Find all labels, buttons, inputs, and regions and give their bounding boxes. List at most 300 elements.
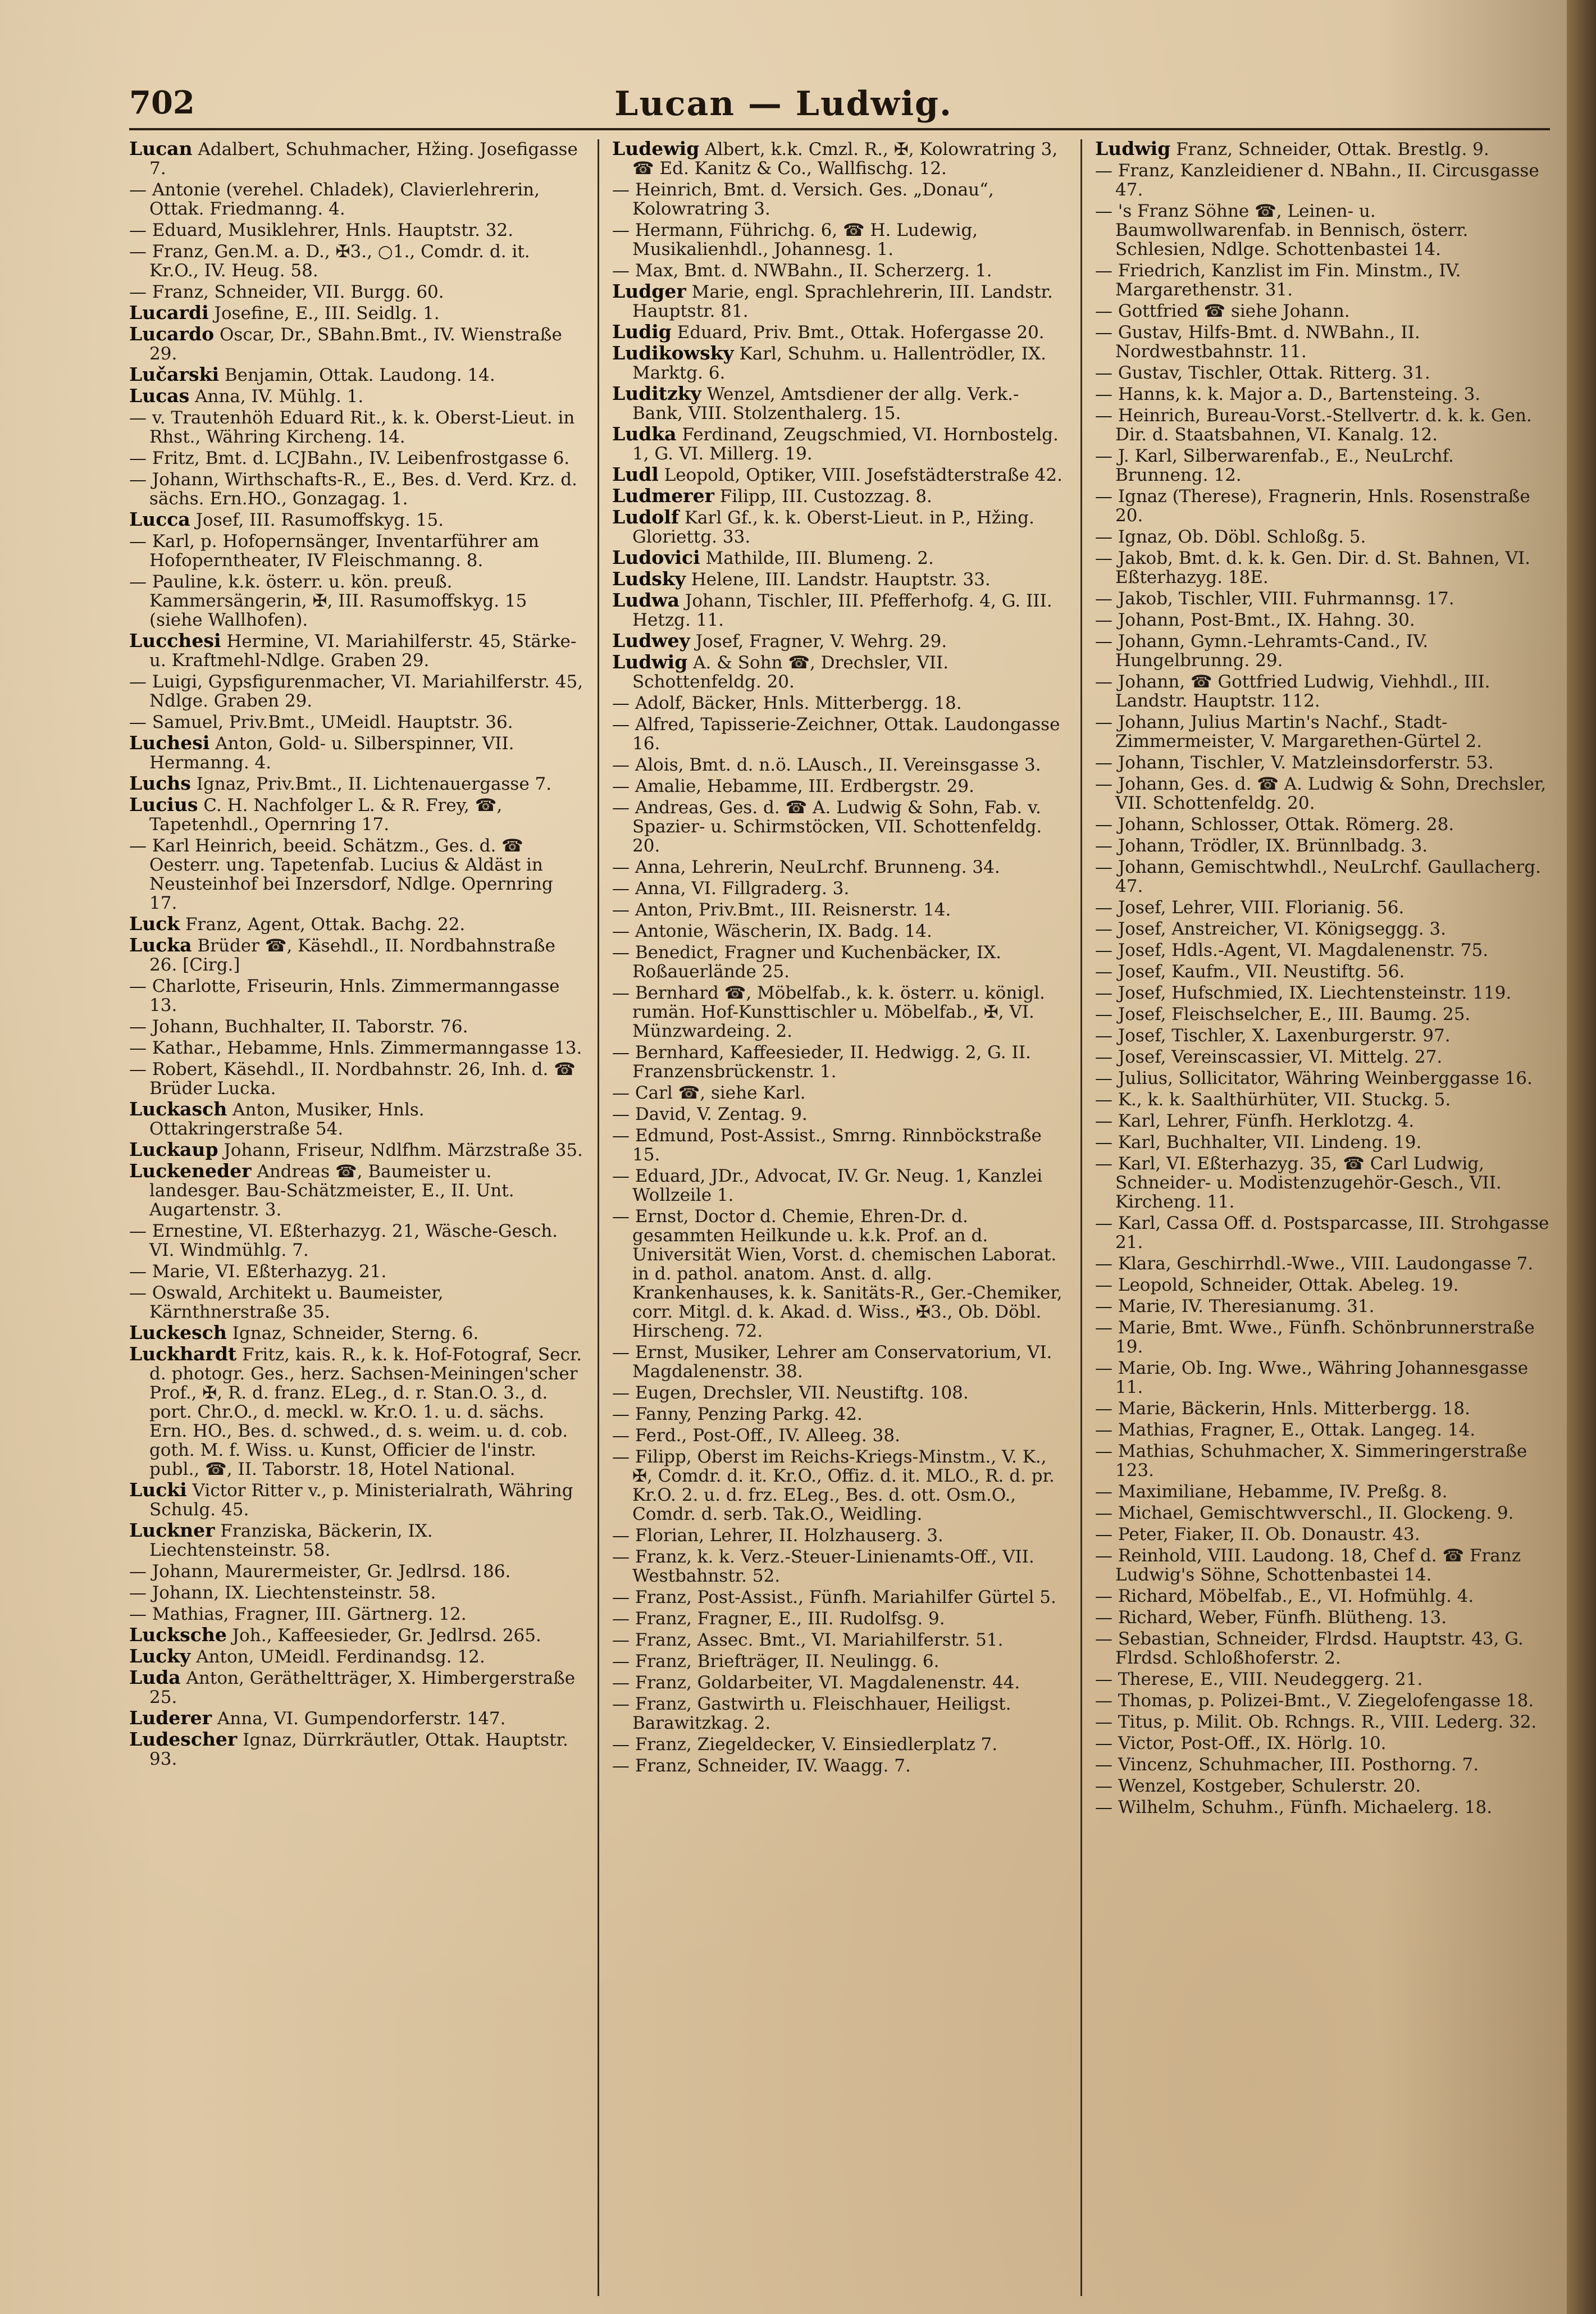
entry-text: — Marie, IV. Theresianumg. 31. [1095, 1296, 1375, 1317]
directory-entry [612, 1383, 1067, 1402]
entry-surname: Ludewig [612, 139, 700, 160]
directory-entry [612, 180, 1067, 218]
entry-surname: Luckner [129, 1519, 215, 1541]
directory-entry [1095, 301, 1550, 321]
directory-entry [612, 1609, 1067, 1628]
entry-surname: Luchs [129, 772, 191, 794]
entry-text: Victor Ritter v., p. Ministerialrath, Währing Schulg. 45. [149, 1481, 573, 1520]
entry-text: Marie, engl. Sprachlehrerin, III. Landstr. Hauptstr. 81. [632, 282, 1053, 321]
entry-text: — Bernhard, Kaffeesieder, II. Hedwigg. 2, G. II. Franzensbrückenstr. 1. [612, 1042, 1031, 1082]
directory-entry [1095, 1132, 1550, 1152]
column-divider [598, 139, 599, 2296]
directory-entry [612, 508, 1067, 546]
entry-text: — Johann, Julius Martin's Nachf., Stadt-Zimmermeister, V. Margarethen-Gürtel 2. [1095, 712, 1483, 751]
directory-entry [129, 365, 584, 385]
entry-text: — Hermann, Führichg. 6, ☎ H. Ludewig, Musikalienhdl., Johannesg. 1. [612, 220, 978, 259]
directory-entry [1095, 836, 1550, 855]
directory-entry [1095, 712, 1550, 751]
entry-surname: Ludwey [612, 630, 690, 652]
directory-entry [129, 1647, 584, 1666]
directory-entry [612, 1547, 1067, 1586]
entry-text: Andreas ☎, Baumeister u. landesger. Bau-Schätzmeister, E., II. Unt. Augartenstr. 3. [149, 1161, 514, 1220]
entry-text: — Heinrich, Bmt. d. Versich. Ges. „Donau“, Kolowratring 3. [612, 180, 994, 219]
entry-text: — Johann, Gemischtwhdl., NeuLrchf. Gaullacherg. 47. [1095, 857, 1541, 896]
entry-text: — Franz, Schneider, VII. Burgg. 60. [129, 282, 444, 302]
entry-text: — Wenzel, Kostgeber, Schulerstr. 20. [1095, 1776, 1421, 1796]
entry-surname: Lucius [129, 794, 198, 816]
entry-text: — Johann, Wirthschafts-R., E., Bes. d. Verd. Krz. d. sächs. Ern.HO., Gonzagag. 1. [129, 470, 577, 509]
directory-entry [612, 921, 1067, 941]
entry-text: Brüder ☎, Käsehdl., II. Nordbahnstraße 26. [Cirg.] [149, 936, 555, 975]
entry-text: — Antonie, Wäscherin, IX. Badg. 14. [612, 921, 932, 941]
directory-entry [612, 1756, 1067, 1775]
entry-text: — Marie, Bmt. Wwe., Fünfh. Schönbrunnerstraße 19. [1095, 1318, 1535, 1357]
entry-surname: Ludwa [612, 589, 680, 611]
directory-entry [612, 878, 1067, 898]
entry-text: — Josef, Lehrer, VIII. Florianig. 56. [1095, 898, 1405, 918]
directory-entry [612, 548, 1067, 568]
entry-text: — Samuel, Priv.Bmt., UMeidl. Hauptstr. 36. [129, 712, 513, 732]
entry-text: — Franz, Post-Assist., Fünfh. Mariahilfer Gürtel 5. [612, 1587, 1056, 1607]
directory-entry [129, 795, 584, 834]
directory-entry [129, 1059, 584, 1098]
directory-entry [1095, 322, 1550, 361]
entry-text: — Bernhard ☎, Möbelfab., k. k. österr. u. königl. rumän. Hof-Kunsttischler u. Möbelfab., ✠, VI. Münzwardeing. 2. [612, 983, 1045, 1041]
entry-surname: Luda [129, 1666, 181, 1688]
entry-text: — Johann, ☎ Gottfried Ludwig, Viehhdl., III. Landstr. Hauptstr. 112. [1095, 672, 1490, 711]
entry-text: — Heinrich, Bureau-Vorst.-Stellvertr. d. k. k. Gen. Dir. d. Staatsbahnen, VI. Kanalg. 12. [1095, 406, 1532, 445]
directory-entry [612, 900, 1067, 919]
entry-text: — Benedict, Fragner und Kuchenbäcker, IX. Roßauerlände 25. [612, 942, 1002, 982]
directory-entry [129, 242, 584, 280]
entry-text: Johann, Friseur, Ndlfhm. Märzstraße 35. [218, 1140, 583, 1160]
directory-entry [129, 712, 584, 732]
directory-entry [1095, 1004, 1550, 1024]
entry-text: — Julius, Sollicitator, Währing Weinberggasse 16. [1095, 1068, 1533, 1088]
directory-entry [129, 672, 584, 710]
column-3 [1095, 139, 1550, 2296]
directory-entry [129, 1668, 584, 1707]
entry-text: — Ernst, Musiker, Lehrer am Conservatorium, VI. Magdalenenstr. 38. [612, 1342, 1052, 1382]
entry-text: — Oswald, Architekt u. Baumeister, Kärnthnerstraße 35. [129, 1283, 444, 1322]
directory-entry [612, 1673, 1067, 1692]
directory-entry [129, 1221, 584, 1260]
entry-text: — v. Trautenhöh Eduard Rit., k. k. Oberst-Lieut. in Rhst., Währing Kircheng. 14. [129, 408, 575, 447]
directory-entry [1095, 940, 1550, 960]
entry-text: — Mathias, Schuhmacher, X. Simmeringerstraße 123. [1095, 1441, 1527, 1481]
directory-entry [1095, 1275, 1550, 1295]
entry-text: — Karl, VI. Eßterhazyg. 35, ☎ Carl Ludwig, Schneider- u. Modistenzugehör-Gesch., VII. Kircheng. 11. [1095, 1154, 1502, 1212]
entry-text: — Franz, Gastwirth u. Fleischhauer, Heiligst. Barawitzkag. 2. [612, 1694, 1011, 1733]
directory-entry [612, 631, 1067, 651]
entry-text: — Richard, Weber, Fünfh. Blütheng. 13. [1095, 1607, 1447, 1628]
directory-entry [1095, 1776, 1550, 1796]
page-edge [1567, 0, 1596, 2314]
directory-entry [1095, 1358, 1550, 1397]
directory-entry [129, 448, 584, 468]
entry-text: — Franz, k. k. Verz.-Steuer-Linienamts-Off., VII. Westbahnstr. 52. [612, 1547, 1034, 1586]
entry-text: Leopold, Optiker, VIII. Josefstädterstraße 42. [658, 465, 1063, 485]
directory-entry [612, 322, 1067, 342]
entry-text: — Franz, Gen.M. a. D., ✠3., ○1., Comdr. d. it. Kr.O., IV. Heug. 58. [129, 242, 530, 281]
directory-entry [1095, 1733, 1550, 1753]
entry-text: Anton, Gerätheltträger, X. Himbergerstraße 25. [149, 1668, 576, 1707]
entry-text: — Andreas, Ges. d. ☎ A. Ludwig & Sohn, Fab. v. Spazier- u. Schirmstöcken, VII. Schottenfeldg. 20. [612, 798, 1042, 856]
entry-text: Karl, Schuhm. u. Hallentrödler, IX. Marktg. 6. [632, 344, 1046, 383]
directory-entry [129, 1583, 584, 1602]
entry-text: — Alois, Bmt. d. n.ö. LAusch., II. Vereinsgasse 3. [612, 755, 1041, 775]
directory-entry [1095, 527, 1550, 546]
entry-text: Albert, k.k. Cmzl. R., ✠, Kolowratring 3, ☎ Ed. Kanitz & Co., Wallfischg. 12. [632, 139, 1058, 179]
directory-entry [129, 1481, 584, 1519]
directory-entry [1095, 161, 1550, 199]
directory-entry [612, 1404, 1067, 1424]
entry-text: Anton, UMeidl. Ferdinandsg. 12. [190, 1647, 485, 1667]
entry-text: Fritz, kais. R., k. k. Hof-Fotograf, Secr. d. photogr. Ges., herz. Sachsen-Meiningen'scher Prof., ✠, R. d. franz. ELeg., d. r. Stan.O. 3., d. port. Chr.O., d. meckl. w. Kr.O. 1. u. d. sächs. Ern. HO., Bes. d. schwed., d. s. weim. u. d. cob. goth. M. f. Wiss. u. Kunst, Officier de l'instr. publ., ☎, II. Taborstr. 18, Hotel National. [149, 1345, 582, 1479]
directory-entry [1095, 962, 1550, 981]
entry-surname: Ludwig [1095, 139, 1171, 160]
entry-surname: Luditzky [612, 382, 701, 404]
entry-text: Helene, III. Landstr. Hauptstr. 33. [685, 570, 991, 590]
directory-entry [612, 591, 1067, 630]
entry-text: — 's Franz Söhne ☎, Leinen- u. Baumwollwarenfab. in Bennisch, österr. Schlesien, Ndlge. Schottenbastei 14. [1095, 201, 1469, 259]
entry-text: — Sebastian, Schneider, Flrdsd. Hauptstr. 43, G. Flrdsd. Schloßhoferstr. 2. [1095, 1629, 1524, 1668]
directory-entry [1095, 774, 1550, 813]
entry-text: — Hanns, k. k. Major a. D., Bartensteing. 3. [1095, 384, 1481, 404]
entry-surname: Lucca [129, 508, 190, 530]
directory-entry [129, 1604, 584, 1624]
entry-text: — Florian, Lehrer, II. Holzhauserg. 3. [612, 1525, 943, 1546]
directory-entry [1095, 1712, 1550, 1732]
column-divider [1080, 139, 1082, 2296]
directory-columns [129, 139, 1550, 2296]
directory-entry [129, 139, 584, 178]
column-1 [129, 139, 584, 2296]
entry-text: — Franz, Briefträger, II. Neulingg. 6. [612, 1651, 940, 1671]
entry-text: — Josef, Hdls.-Agent, VI. Magdalenenstr. 75. [1095, 940, 1489, 960]
directory-entry [1095, 1154, 1550, 1211]
entry-text: — Leopold, Schneider, Ottak. Abeleg. 19. [1095, 1275, 1459, 1295]
directory-entry [129, 836, 584, 913]
entry-surname: Luckeneder [129, 1160, 252, 1182]
entry-text: — Charlotte, Friseurin, Hnls. Zimmermanngasse 13. [129, 976, 560, 1015]
directory-entry [612, 1447, 1067, 1524]
directory-entry [129, 976, 584, 1015]
entry-text: Franziska, Bäckerin, IX. Liechtensteinstr. 58. [149, 1521, 433, 1560]
entry-text: Adalbert, Schuhmacher, Hžing. Josefigasse 7. [149, 139, 578, 179]
entry-text: Anna, IV. Mühlg. 1. [189, 386, 364, 407]
directory-entry [1095, 753, 1550, 772]
directory-entry [1095, 1026, 1550, 1045]
entry-text: — David, V. Zentag. 9. [612, 1104, 808, 1124]
directory-entry [129, 470, 584, 508]
entry-text: — Franz, Fragner, E., III. Rudolfsg. 9. [612, 1609, 945, 1629]
directory-entry [129, 510, 584, 530]
entry-surname: Luckhardt [129, 1343, 237, 1365]
entry-text: — Thomas, p. Polizei-Bmt., V. Ziegelofengasse 18. [1095, 1691, 1534, 1711]
directory-entry [612, 1694, 1067, 1733]
directory-entry [129, 1323, 584, 1343]
entry-text: — Franz, Schneider, IV. Waagg. 7. [612, 1756, 911, 1776]
directory-entry [612, 1342, 1067, 1381]
directory-entry [1095, 1441, 1550, 1480]
entry-surname: Ludl [612, 463, 659, 485]
directory-entry [1095, 1068, 1550, 1088]
directory-entry [1095, 983, 1550, 1003]
entry-text: Ignaz, Schneider, Sterng. 6. [226, 1323, 479, 1343]
directory-entry [129, 1730, 584, 1769]
entry-surname: Ludikowsky [612, 342, 734, 364]
directory-entry [612, 1126, 1067, 1164]
directory-entry [1095, 1797, 1550, 1817]
entry-text: — Gustav, Tischler, Ottak. Ritterg. 31. [1095, 363, 1430, 383]
directory-entry [612, 1083, 1067, 1103]
entry-surname: Ludsky [612, 568, 686, 590]
directory-entry [612, 1651, 1067, 1671]
directory-entry [612, 261, 1067, 280]
directory-entry [129, 282, 584, 302]
entry-text: — Luigi, Gypsfigurenmacher, VI. Mariahilferstr. 45, Ndlge. Graben 29. [129, 672, 583, 711]
directory-entry [1095, 672, 1550, 710]
entry-text: — Franz, Assec. Bmt., VI. Mariahilferstr. 51. [612, 1630, 1004, 1650]
directory-entry [1095, 1111, 1550, 1131]
directory-entry [612, 857, 1067, 877]
directory-entry [1095, 1254, 1550, 1273]
directory-entry [612, 344, 1067, 382]
directory-entry [129, 1017, 584, 1036]
directory-entry [1095, 201, 1550, 259]
entry-text: — Ferd., Post-Off., IV. Alleeg. 38. [612, 1425, 900, 1446]
directory-entry [1095, 1669, 1550, 1689]
entry-text: — Johann, Post-Bmt., IX. Hahng. 30. [1095, 610, 1415, 630]
directory-entry [612, 798, 1067, 855]
entry-text: — Wilhelm, Schuhm., Fünfh. Michaelerg. 18. [1095, 1797, 1493, 1818]
entry-text: — Vincenz, Schuhmacher, III. Posthorng. 7. [1095, 1755, 1479, 1775]
entry-text: — Antonie (verehel. Chladek), Clavierlehrerin, Ottak. Friedmanng. 4. [129, 180, 540, 219]
entry-text: — Friedrich, Kanzlist im Fin. Minstm., IV. Margarethenstr. 31. [1095, 261, 1461, 300]
entry-surname: Ludka [612, 423, 677, 445]
entry-text: A. & Sohn ☎, Drechsler, VII. Schottenfeldg. 20. [632, 653, 949, 692]
entry-surname: Lucas [129, 385, 190, 407]
entry-surname: Luchesi [129, 732, 210, 754]
entry-text: — Josef, Anstreicher, VI. Königseggg. 3. [1095, 919, 1446, 939]
entry-surname: Lucky [129, 1645, 191, 1667]
entry-text: — Anton, Priv.Bmt., III. Reisnerstr. 14. [612, 900, 951, 920]
entry-text: Josefine, E., III. Seidlg. 1. [208, 303, 440, 324]
entry-text: Franz, Agent, Ottak. Bachg. 22. [180, 914, 466, 935]
entry-text: Franz, Schneider, Ottak. Brestlg. 9. [1170, 139, 1489, 160]
directory-entry [129, 386, 584, 406]
entry-surname: Ludwig [612, 651, 688, 673]
entry-text: — Michael, Gemischtwverschl., II. Glockeng. 9. [1095, 1503, 1514, 1523]
entry-surname: Lucki [129, 1479, 187, 1501]
directory-entry [1095, 363, 1550, 382]
directory-entry [1095, 919, 1550, 939]
directory-entry [1095, 1607, 1550, 1627]
directory-entry [612, 653, 1067, 691]
entry-text: Ignaz, Dürrkräutler, Ottak. Hauptstr. 93. [149, 1730, 568, 1769]
directory-entry [612, 1206, 1067, 1341]
directory-entry [1095, 1399, 1550, 1418]
directory-entry [129, 325, 584, 363]
directory-entry [129, 1038, 584, 1058]
entry-surname: Luck [129, 913, 180, 935]
directory-entry [129, 1345, 584, 1479]
directory-entry [612, 1166, 1067, 1205]
entry-text: — Marie, Bäckerin, Hnls. Mitterbergg. 18. [1095, 1399, 1470, 1419]
entry-surname: Lucan [129, 139, 193, 160]
directory-entry [1095, 1755, 1550, 1774]
entry-text: Josef, III. Rasumoffskyg. 15. [190, 510, 444, 530]
entry-text: Joh., Kaffeesieder, Gr. Jedlrsd. 265. [226, 1625, 541, 1646]
directory-entry [612, 1104, 1067, 1124]
entry-text: — Adolf, Bäcker, Hnls. Mitterbergg. 18. [612, 693, 962, 713]
directory-entry [1095, 1296, 1550, 1316]
entry-text: — Reinhold, VIII. Laudong. 18, Chef d. ☎ Franz Ludwig's Söhne, Schottenbastei 14. [1095, 1546, 1521, 1585]
directory-entry [612, 139, 1067, 178]
running-head-title: Lucan — Ludwig. [614, 84, 952, 124]
entry-text: Ignaz, Priv.Bmt., II. Lichtenauergasse 7. [190, 774, 552, 794]
directory-entry [1095, 1047, 1550, 1067]
directory-entry [612, 1525, 1067, 1545]
directory-entry [1095, 1213, 1550, 1252]
entry-text: C. H. Nachfolger L. & R. Frey, ☎, Tapetenhdl., Opernring 17. [149, 795, 503, 835]
entry-text: — Josef, Vereinscassier, VI. Mittelg. 27. [1095, 1047, 1443, 1067]
directory-entry [1095, 631, 1550, 670]
entry-text: — Titus, p. Milit. Ob. Rchngs. R., VIII. Lederg. 32. [1095, 1712, 1537, 1732]
entry-text: — Ignaz, Ob. Döbl. Schloßg. 5. [1095, 527, 1366, 547]
directory-entry [129, 220, 584, 240]
entry-text: — Josef, Hufschmied, IX. Liechtensteinstr. 119. [1095, 983, 1512, 1003]
entry-text: — Marie, VI. Eßterhazyg. 21. [129, 1261, 387, 1282]
directory-entry [612, 983, 1067, 1041]
entry-text: — Franz, Ziegeldecker, V. Einsiedlerplatz 7. [612, 1734, 998, 1755]
entry-text: — Mathias, Fragner, E., Ottak. Langeg. 14. [1095, 1420, 1476, 1440]
directory-entry [1095, 1503, 1550, 1523]
entry-text: — Gustav, Hilfs-Bmt. d. NWBahn., II. Nordwestbahnstr. 11. [1095, 322, 1420, 362]
entry-surname: Lucardo [129, 323, 215, 345]
directory-entry [612, 693, 1067, 713]
directory-entry [1095, 384, 1550, 404]
entry-text: Oscar, Dr., SBahn.Bmt., IV. Wienstraße 29. [149, 325, 562, 364]
entry-surname: Ludger [612, 280, 686, 302]
entry-surname: Ludescher [129, 1728, 238, 1750]
header-rule [129, 128, 1550, 130]
entry-text: — Johann, Gymn.-Lehramts-Cand., IV. Hungelbrunng. 29. [1095, 631, 1429, 671]
entry-text: Filipp, III. Custozzag. 8. [714, 486, 932, 507]
directory-entry [1095, 589, 1550, 608]
entry-text: — Ernst, Doctor d. Chemie, Ehren-Dr. d. gesammten Heilkunde u. k.k. Prof. an d. Universität Wien, Vorst. d. chemischen Laborat. in d. pathol. anatom. Anst. d. allg. Krankenhauses, k. k. Sanitäts-R., Ger.-Chemiker, corr. Mitgl. d. k. Akad. d. Wiss., ✠3., Ob. Döbl. Hirscheng. 72. [612, 1206, 1063, 1341]
entry-surname: Lucka [129, 934, 192, 956]
directory-entry [1095, 857, 1550, 896]
entry-text: — Jakob, Bmt. d. k. k. Gen. Dir. d. St. Bahnen, VI. Eßterhazyg. 18E. [1095, 548, 1530, 587]
directory-entry [612, 486, 1067, 506]
directory-entry [129, 1140, 584, 1160]
entry-text: — Victor, Post-Off., IX. Hörlg. 10. [1095, 1733, 1387, 1753]
directory-entry [129, 180, 584, 218]
directory-entry [1095, 406, 1550, 444]
directory-entry [612, 1734, 1067, 1754]
directory-entry [129, 1521, 584, 1560]
directory-entry [1095, 261, 1550, 299]
entry-text: — Johann, Buchhalter, II. Taborstr. 76. [129, 1017, 468, 1037]
directory-entry [129, 572, 584, 630]
entry-text: — Fanny, Penzing Parkg. 42. [612, 1404, 863, 1424]
entry-text: — Mathias, Fragner, III. Gärtnerg. 12. [129, 1604, 467, 1624]
entry-text: Anton, Gold- u. Silberspinner, VII. Hermanng. 4. [149, 734, 514, 773]
entry-text: — Edmund, Post-Assist., Smrng. Rinnböckstraße 15. [612, 1126, 1042, 1165]
directory-entry [612, 776, 1067, 796]
entry-text: — Johann, Schlosser, Ottak. Römerg. 28. [1095, 814, 1454, 835]
directory-entry [612, 282, 1067, 321]
directory-entry [1095, 1420, 1550, 1440]
entry-text: — Jakob, Tischler, VIII. Fuhrmannsg. 17. [1095, 589, 1454, 609]
entry-text: — Karl, Cassa Off. d. Postsparcasse, III. Strohgasse 21. [1095, 1213, 1549, 1252]
entry-text: — Karl, Lehrer, Fünfh. Herklotzg. 4. [1095, 1111, 1415, 1131]
directory-entry [1095, 1318, 1550, 1356]
directory-entry [1095, 1090, 1550, 1109]
entry-surname: Ludolf [612, 506, 680, 528]
page-header [0, 84, 1567, 135]
entry-text: Hermine, VI. Mariahilferstr. 45, Stärke- u. Kraftmehl-Ndlge. Graben 29. [149, 631, 577, 671]
entry-text: — Kathar., Hebamme, Hnls. Zimmermanngasse 13. [129, 1038, 582, 1058]
entry-text: — Ernestine, VI. Eßterhazyg. 21, Wäsche-Gesch. VI. Windmühlg. 7. [129, 1221, 558, 1260]
entry-text: — Josef, Kaufm., VII. Neustiftg. 56. [1095, 962, 1405, 982]
directory-entry [612, 1425, 1067, 1445]
directory-entry [1095, 1691, 1550, 1710]
directory-entry [612, 570, 1067, 589]
entry-text: — Johann, Ges. d. ☎ A. Ludwig & Sohn, Drechsler, VII. Schottenfeldg. 20. [1095, 774, 1547, 813]
entry-text: — Eduard, JDr., Advocat, IV. Gr. Neug. 1, Kanzlei Wollzeile 1. [612, 1166, 1043, 1205]
directory-entry [1095, 898, 1550, 917]
entry-text: — Josef, Fleischselcher, E., III. Baumg. 25. [1095, 1004, 1471, 1024]
entry-text: — Johann, Trödler, IX. Brünnlbadg. 3. [1095, 836, 1428, 856]
entry-text: — Anna, Lehrerin, NeuLrchf. Brunneng. 34. [612, 857, 1000, 877]
entry-text: — Gottfried ☎ siehe Johann. [1095, 301, 1350, 321]
entry-text: — Franz, Kanzleidiener d. NBahn., II. Circusgasse 47. [1095, 161, 1539, 200]
entry-surname: Luckesch [129, 1322, 227, 1343]
entry-text: — Fritz, Bmt. d. LCJBahn., IV. Leibenfrostgasse 6. [129, 448, 570, 468]
directory-entry [129, 1625, 584, 1645]
entry-text: — Ignaz (Therese), Fragnerin, Hnls. Rosenstraße 20. [1095, 486, 1530, 526]
directory-entry [1095, 610, 1550, 630]
entry-text: — Klara, Geschirrhdl.-Wwe., VIII. Laudongasse 7. [1095, 1254, 1534, 1274]
directory-entry [1095, 814, 1550, 834]
page-number: 702 [129, 84, 195, 121]
entry-surname: Lucardi [129, 302, 209, 324]
entry-text: — Anna, VI. Fillgraderg. 3. [612, 878, 850, 899]
directory-entry [1095, 486, 1550, 525]
entry-text: — Alfred, Tapisserie-Zeichner, Ottak. Laudongasse 16. [612, 714, 1060, 754]
entry-text: — Amalie, Hebamme, III. Erdbergstr. 29. [612, 776, 974, 796]
directory-entry [612, 1630, 1067, 1650]
entry-surname: Luderer [129, 1707, 212, 1729]
entry-surname: Lučarski [129, 363, 220, 385]
directory-entry [129, 1100, 584, 1138]
directory-entry [129, 303, 584, 323]
entry-text: — Robert, Käsehdl., II. Nordbahnstr. 26, Inh. d. ☎ Brüder Lucka. [129, 1059, 576, 1099]
entry-text: — Johann, Maurermeister, Gr. Jedlrsd. 186. [129, 1561, 511, 1582]
entry-text: — Eduard, Musiklehrer, Hnls. Hauptstr. 32. [129, 220, 514, 240]
entry-surname: Ludovici [612, 546, 700, 568]
entry-text: Ferdinand, Zeugschmied, VI. Hornbostelg. 1, G. VI. Millerg. 19. [632, 425, 1059, 464]
directory-entry [612, 1042, 1067, 1081]
entry-text: — Max, Bmt. d. NWBahn., II. Scherzerg. 1. [612, 261, 992, 281]
entry-surname: Luckaup [129, 1138, 218, 1160]
directory-entry [612, 714, 1067, 753]
directory-entry [1095, 1524, 1550, 1544]
entry-text: — Karl Heinrich, beeid. Schätzm., Ges. d. ☎ Oesterr. ung. Tapetenfab. Lucius & Aldäst in Neusteinhof bei Inzersdorf, Ndlge. Opernring 17. [129, 836, 553, 913]
